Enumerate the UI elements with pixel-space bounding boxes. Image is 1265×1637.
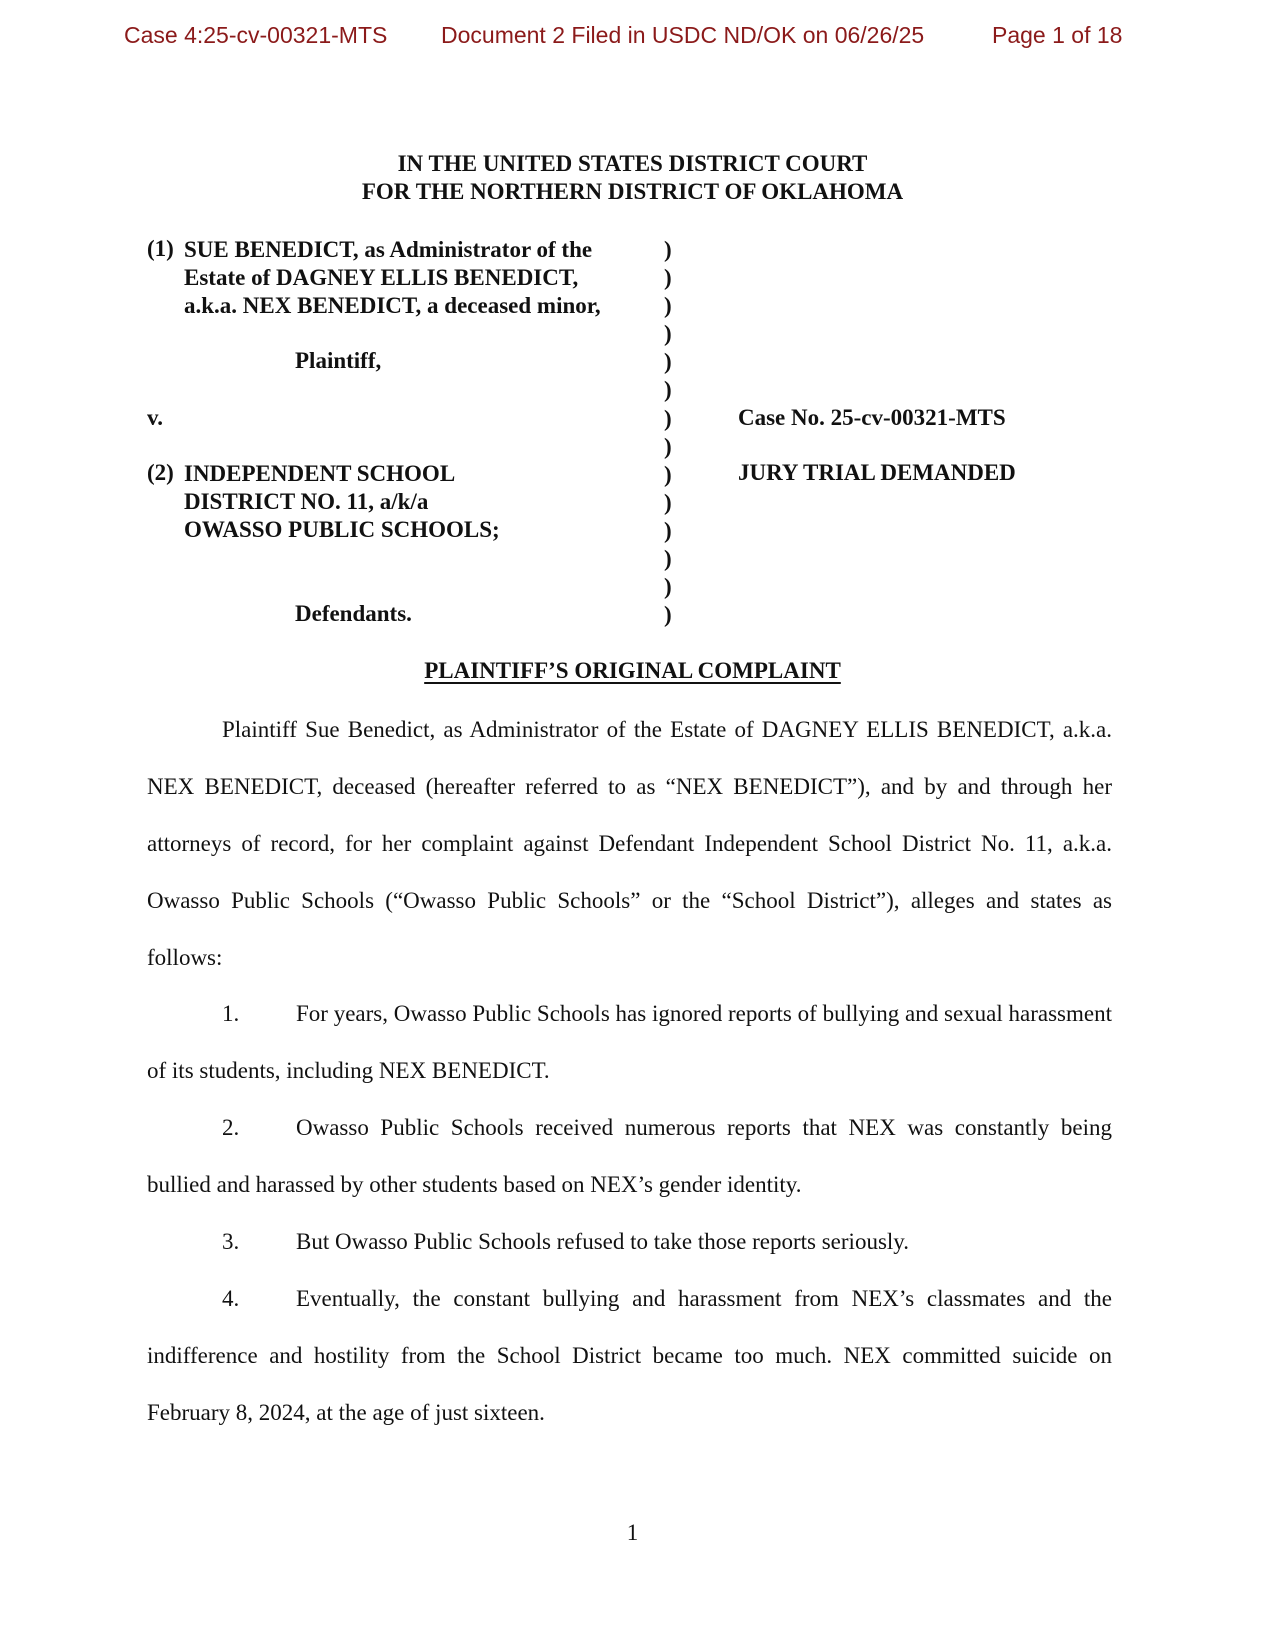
caption-paren: ): [664, 546, 672, 572]
document-title-text: PLAINTIFF’S ORIGINAL COMPLAINT: [424, 658, 841, 683]
defendant-number: (2): [147, 460, 174, 485]
jury-demand: JURY TRIAL DEMANDED: [738, 460, 1016, 485]
case-number: Case No. 25-cv-00321-MTS: [738, 405, 1006, 430]
caption-paren-column: [664, 236, 684, 629]
plaintiff-number: (1): [147, 236, 174, 261]
document-title: [0, 658, 1265, 684]
page-number: 1: [626, 1520, 639, 1545]
caption-paren: ): [664, 433, 672, 459]
defendant-line-2: DISTRICT NO. 11, a/k/a: [184, 489, 429, 515]
defendant-line-1: INDEPENDENT SCHOOL: [184, 461, 456, 486]
court-heading: [0, 150, 1265, 206]
numbered-paragraph: [147, 1099, 1112, 1213]
numbered-paragraph: [147, 1213, 1112, 1270]
caption-paren: ): [664, 489, 672, 515]
plaintiff-label: Plaintiff,: [295, 348, 382, 373]
caption-paren: ): [664, 602, 672, 628]
plaintiff-name-block: [184, 236, 601, 320]
caption-paren: ): [664, 377, 672, 403]
paragraph-text: Eventually, the constant bullying and harassment from NEX’s classmates and the indifference and hostility from the School District became too much. NEX committed suicide on February 8, 2024, at the age of just sixteen.: [147, 1286, 1112, 1425]
paragraph-number: 2.: [222, 1115, 240, 1140]
defendant-line-3: OWASSO PUBLIC SCHOOLS;: [184, 517, 500, 543]
court-heading-line-2: FOR THE NORTHERN DISTRICT OF OKLAHOMA: [361, 179, 904, 204]
caption-paren: ): [664, 265, 672, 291]
court-heading-line-1: IN THE UNITED STATES DISTRICT COURT: [397, 151, 868, 176]
caption-paren: ): [664, 405, 672, 431]
caption-paren: ): [664, 349, 672, 375]
defendant-name-block: [184, 460, 500, 544]
versus-label: v.: [147, 405, 163, 430]
caption-paren: ): [664, 461, 672, 487]
numbered-paragraph: [147, 985, 1112, 1099]
paragraph-text: Owasso Public Schools received numerous reports that NEX was constantly being bullied and harassed by other students based on NEX’s gender identity.: [147, 1115, 1112, 1197]
caption-paren: ): [664, 293, 672, 319]
intro-paragraph: Plaintiff Sue Benedict, as Administrator of the Estate of DAGNEY ELLIS BENEDICT, a.k.a. NEX BENEDICT, deceased (hereafter referred to as “NEX BENEDICT”), and by and through her attorneys of record, for her complaint against Defendant Independent School District No. 11, a.k.a. Owasso Public Schools (“Owasso Public Schools” or the “School District”), alleges and states as follows:: [147, 717, 1112, 970]
paragraph-number: 4.: [222, 1286, 240, 1311]
numbered-paragraph: [147, 1270, 1112, 1441]
plaintiff-line-3: a.k.a. NEX BENEDICT, a deceased minor,: [184, 293, 601, 319]
paragraph-text: But Owasso Public Schools refused to take those reports seriously.: [296, 1229, 910, 1254]
plaintiff-line-1: SUE BENEDICT, as Administrator of the: [184, 237, 593, 262]
caption-paren: ): [664, 517, 672, 543]
plaintiff-line-2: Estate of DAGNEY ELLIS BENEDICT,: [184, 265, 579, 291]
defendant-label: Defendants.: [295, 601, 412, 626]
ecf-case-number: Case 4:25-cv-00321-MTS: [124, 22, 388, 48]
ecf-page-info: Page 1 of 18: [992, 22, 1123, 48]
paragraph-text: For years, Owasso Public Schools has ignored reports of bullying and sexual harassment of its students, including NEX BENEDICT.: [147, 1001, 1112, 1083]
caption-paren: ): [664, 237, 672, 262]
paragraph-number: 1.: [222, 1001, 240, 1026]
paragraph-number: 3.: [222, 1229, 240, 1254]
caption-paren: ): [664, 574, 672, 600]
ecf-filing-info: Document 2 Filed in USDC ND/OK on 06/26/25: [441, 22, 925, 48]
caption-paren: ): [664, 321, 672, 347]
